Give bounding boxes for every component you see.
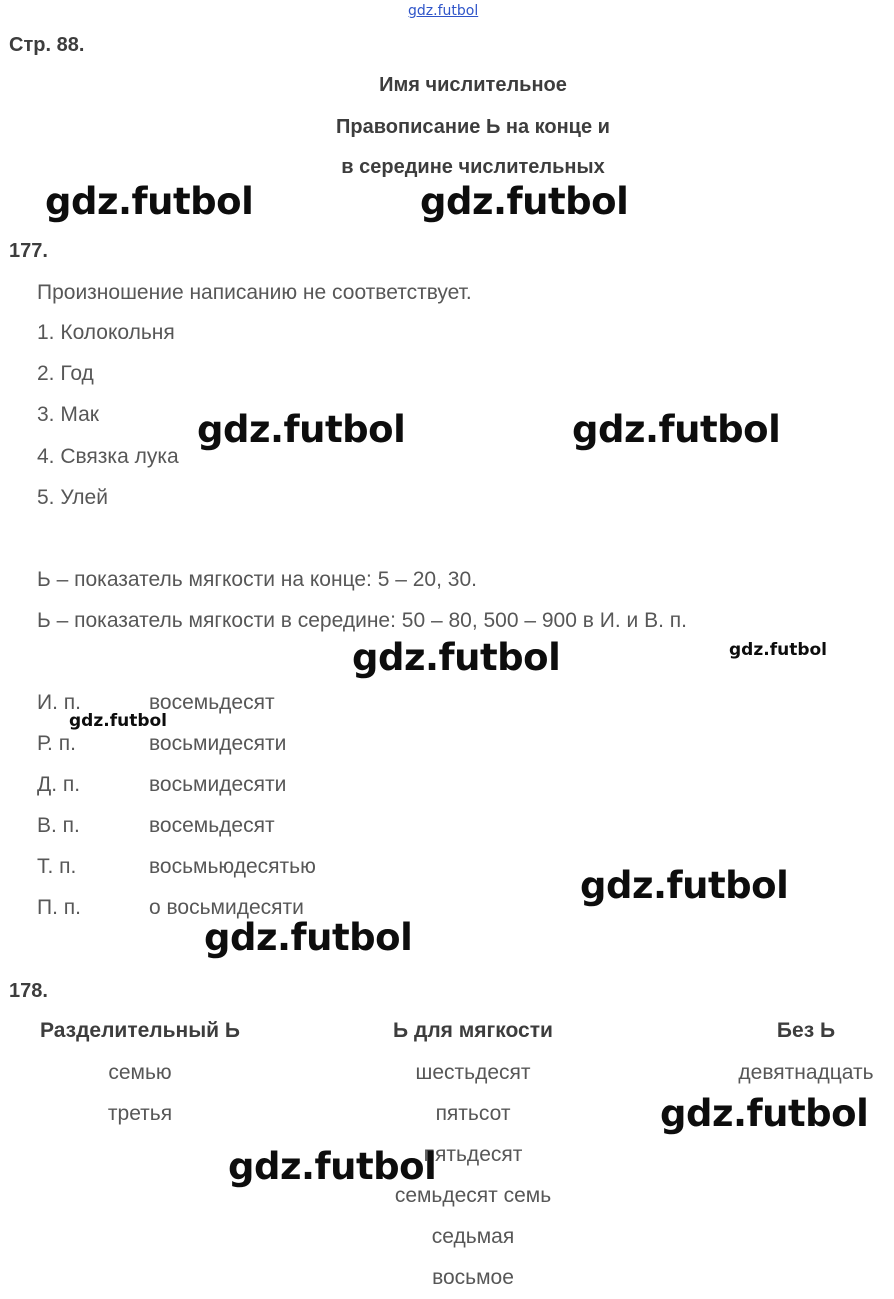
case-form: восьмидесяти bbox=[149, 773, 287, 796]
section-title: Имя числительное bbox=[379, 74, 567, 96]
column-header-softness: Ь для мягкости bbox=[393, 1019, 553, 1042]
watermark: gdz.futbol bbox=[197, 408, 406, 451]
case-form: восемьдесят bbox=[149, 814, 275, 837]
page-reference: Стр. 88. bbox=[9, 34, 85, 56]
exercise-178-number: 178. bbox=[9, 980, 48, 1002]
word-item: пятьсот bbox=[435, 1102, 511, 1125]
watermark: gdz.futbol bbox=[228, 1145, 437, 1188]
watermark: gdz.futbol bbox=[45, 180, 254, 223]
watermark-link[interactable]: gdz.futbol bbox=[408, 3, 479, 19]
list-item: 1. Колокольня bbox=[37, 321, 175, 344]
exercise-177-intro: Произношение написанию не соответствует. bbox=[37, 281, 472, 304]
column-header-separating: Разделительный Ь bbox=[39, 1019, 241, 1042]
word-item: девятнадцать bbox=[738, 1061, 874, 1084]
word-item: семью bbox=[108, 1061, 172, 1084]
rule-line: Ь – показатель мягкости на конце: 5 – 20, 30. bbox=[37, 568, 477, 591]
word-item: пятьдесят bbox=[423, 1143, 523, 1166]
case-form: восемьдесят bbox=[149, 691, 275, 714]
word-item: восьмое bbox=[432, 1266, 514, 1289]
case-form: восьмидесяти bbox=[149, 732, 287, 755]
column-header-no-soft-sign: Без Ь bbox=[776, 1019, 836, 1042]
section-subtitle-line-1: Правописание Ь на конце и bbox=[336, 116, 610, 138]
case-label: Д. п. bbox=[37, 773, 81, 796]
word-item: шестьдесят bbox=[415, 1061, 531, 1084]
case-form: восьмьюдесятью bbox=[149, 855, 316, 878]
case-label: Т. п. bbox=[37, 855, 77, 878]
rule-line: Ь – показатель мягкости в середине: 50 – 80, 500 – 900 в И. и В. п. bbox=[37, 609, 687, 632]
case-label: П. п. bbox=[37, 896, 81, 919]
word-item: седьмая bbox=[431, 1225, 515, 1248]
word-item: семьдесят семь bbox=[394, 1184, 552, 1207]
word-item: третья bbox=[107, 1102, 173, 1125]
list-item: 3. Мак bbox=[37, 403, 99, 426]
case-form: о восьмидесяти bbox=[149, 896, 304, 919]
watermark: gdz.futbol bbox=[660, 1092, 869, 1135]
watermark: gdz.futbol bbox=[420, 180, 629, 223]
list-item: 4. Связка лука bbox=[37, 445, 179, 468]
watermark: gdz.futbol bbox=[580, 864, 789, 907]
list-item: 5. Улей bbox=[37, 486, 108, 509]
watermark: gdz.futbol bbox=[69, 711, 167, 731]
exercise-177-number: 177. bbox=[9, 240, 48, 262]
watermark: gdz.futbol bbox=[352, 636, 561, 679]
list-item: 2. Год bbox=[37, 362, 94, 385]
case-label: Р. п. bbox=[37, 732, 76, 755]
case-label: В. п. bbox=[37, 814, 80, 837]
watermark: gdz.futbol bbox=[204, 916, 413, 959]
section-subtitle-line-2: в середине числительных bbox=[341, 156, 605, 178]
watermark: gdz.futbol bbox=[572, 408, 781, 451]
case-label: И. п. bbox=[37, 691, 81, 714]
watermark: gdz.futbol bbox=[729, 640, 827, 660]
